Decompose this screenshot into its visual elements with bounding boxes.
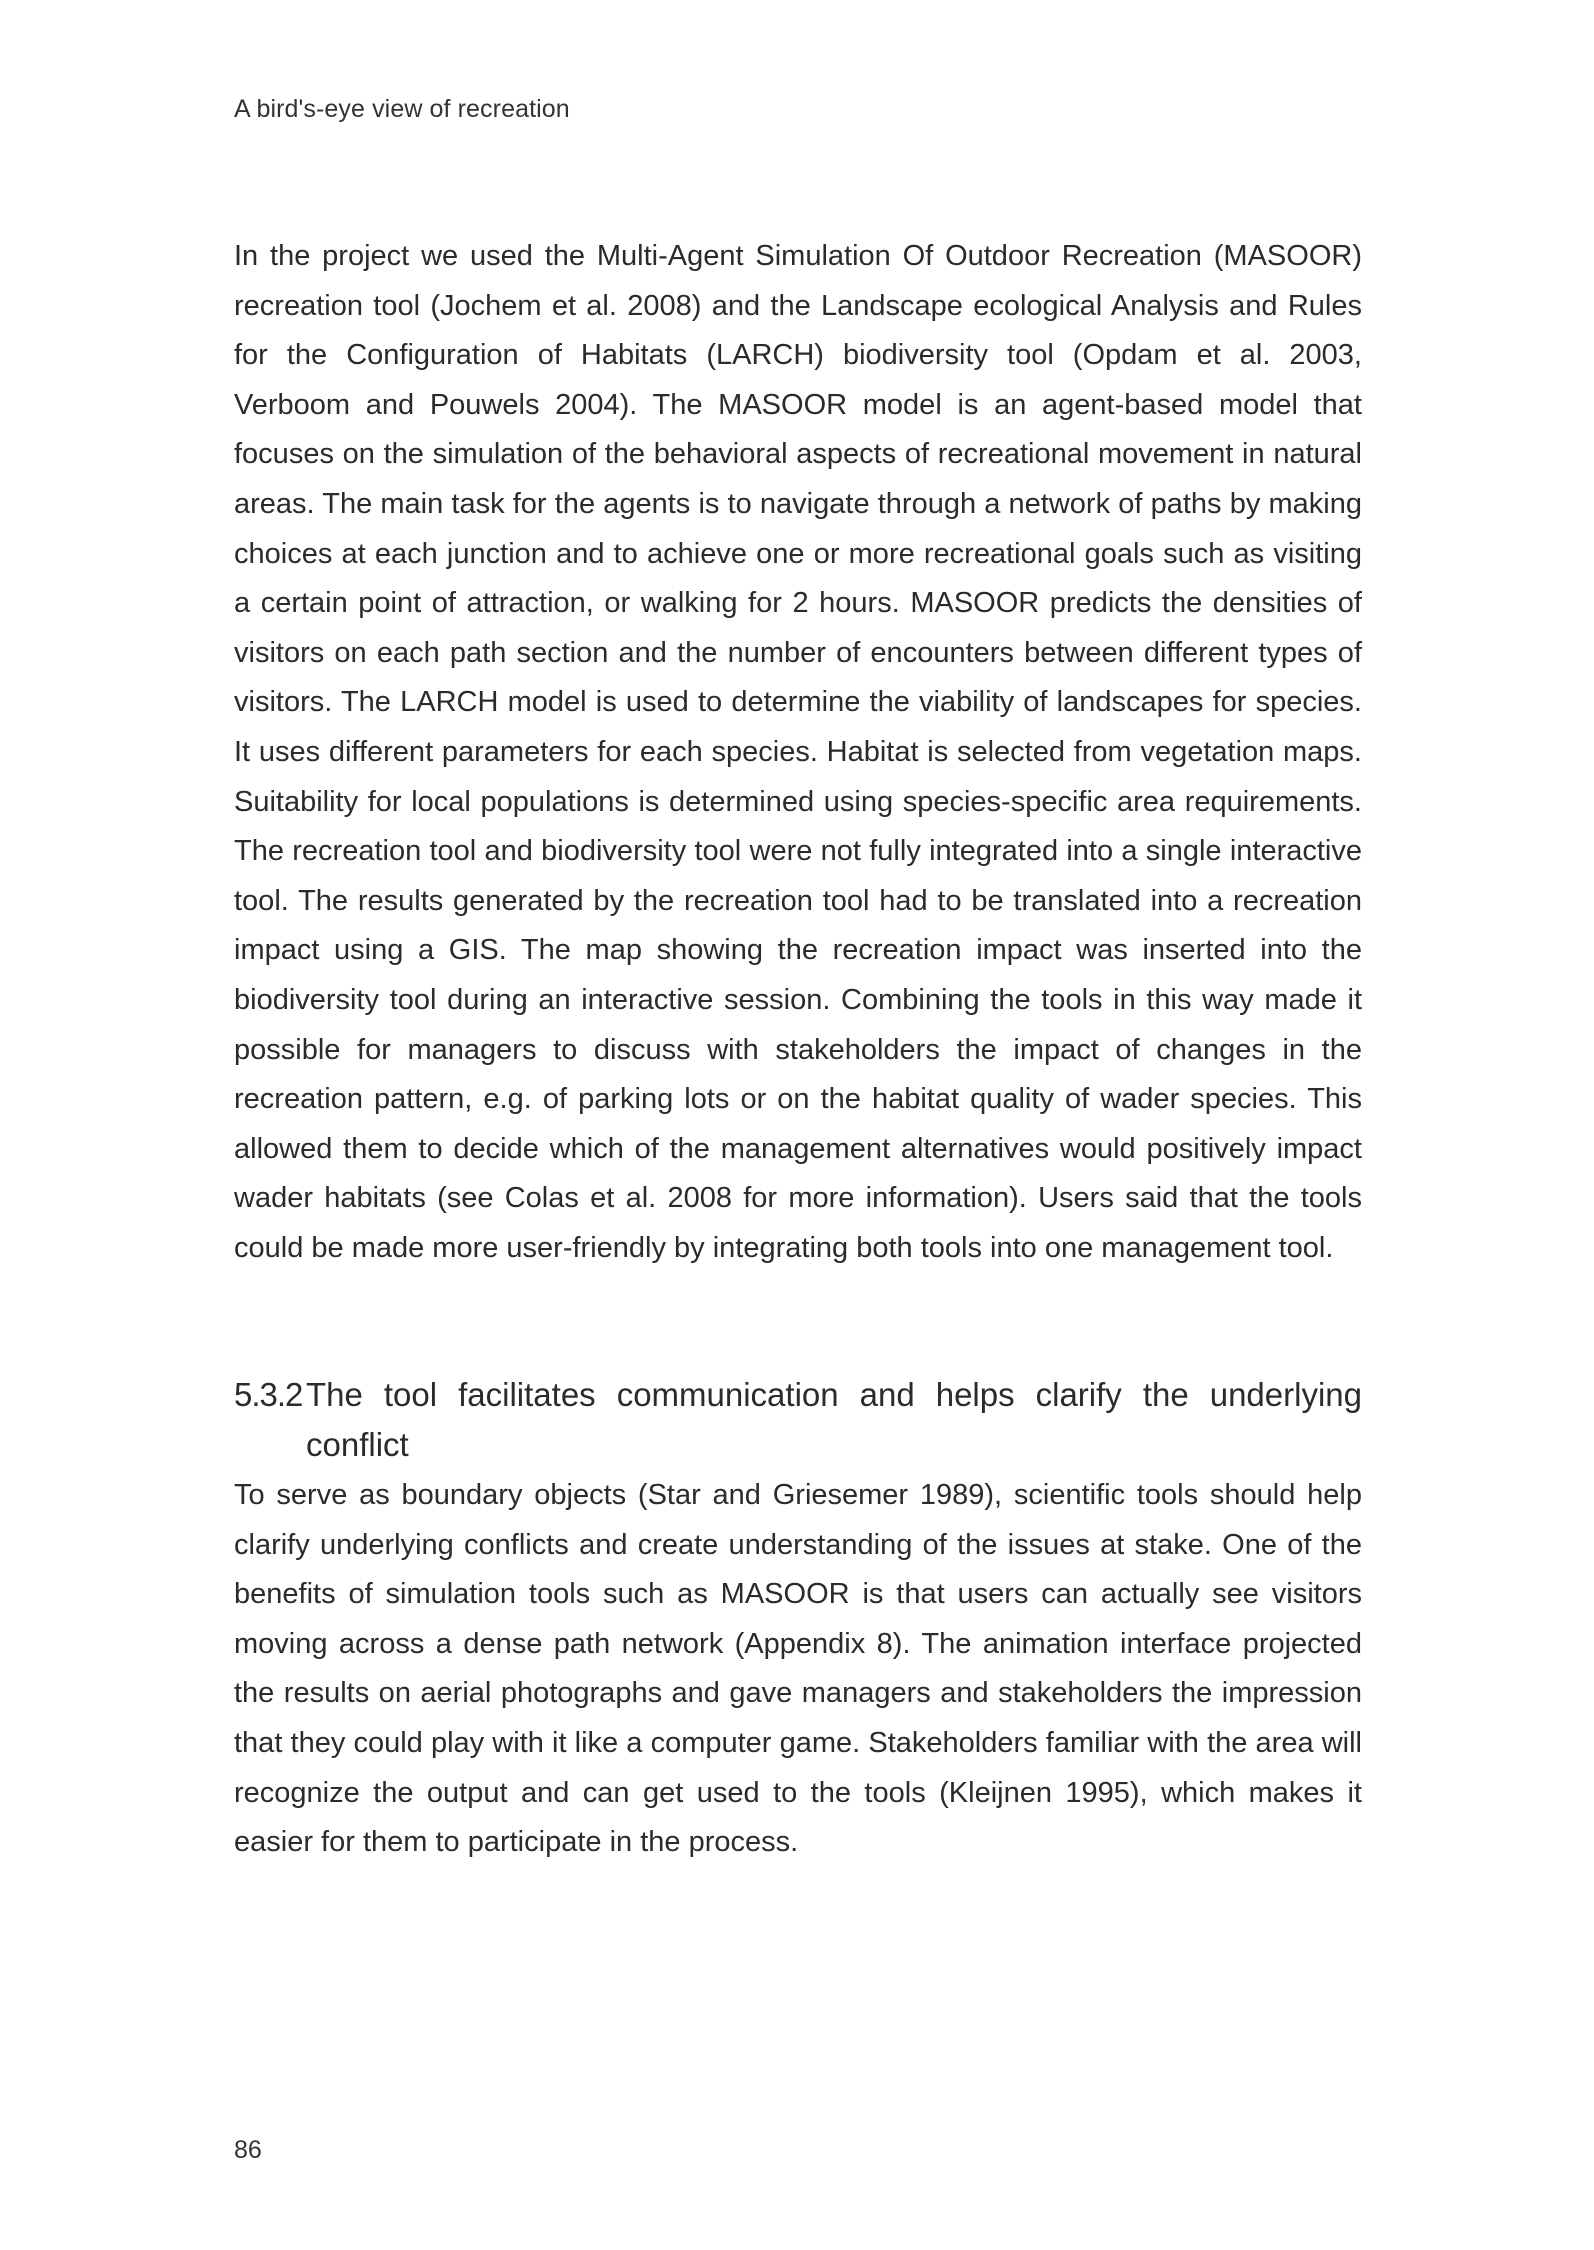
section-number: 5.3.2 xyxy=(234,1376,303,1413)
body-paragraph-1: In the project we used the Multi-Agent Simulation Of Outdoor Recreation (MASOOR) recreation tool (Jochem et al. 2008) and the Landscape ecological Analysis and Rules for the Configuration of Habitats (LARCH) biodiversity tool (Opdam et al. 2003, Verboom and Pouwels 2004). The MASOOR model is an agent-based model that focuses on the simulation of the behavioral aspects of recreational movement in natural areas. The main task for the agents is to navigate through a network of paths by making choices at each junction and to achieve one or more recreational goals such as visiting a certain point of attraction, or walking for 2 hours. MASOOR predicts the densities of visitors on each path section and the number of encounters between different types of visitors. The LARCH model is used to determine the viability of landscapes for species. It uses different parameters for each species. Habitat is selected from vegetation maps. Suitability for local populations is determined using species-specific area requirements. The recreation tool and biodiversity tool were not fully integrated into a single interactive tool. The results generated by the recreation tool had to be translated into a recreation impact using a GIS. The map showing the recreation impact was inserted into the biodiversity tool during an interactive session. Combining the tools in this way made it possible for managers to discuss with stakeholders the impact of changes in the recreation pattern, e.g. of parking lots or on the habitat quality of wader species. This allowed them to decide which of the management alternatives would positively impact wader habitats (see Colas et al. 2008 for more information). Users said that the tools could be made more user-friendly by integrating both tools into one management tool. xyxy=(234,240,1362,1264)
section-heading xyxy=(234,1370,1362,1470)
body-paragraph-2: To serve as boundary objects (Star and Griesemer 1989), scientific tools should help clarify underlying conflicts and create understanding of the issues at stake. One of the benefits of simulation tools such as MASOOR is that users can actually see visitors moving across a dense path network (Appendix 8). The animation interface projected the results on aerial photographs and gave managers and stakeholders the impression that they could play with it like a computer game. Stakeholders familiar with the area will recognize the output and can get used to the tools (Kleijnen 1995), which makes it easier for them to participate in the process. xyxy=(234,1479,1362,1859)
section-title: The tool facilitates communication and helps clarify the underlying conflict xyxy=(306,1376,1362,1463)
running-header: A bird's-eye view of recreation xyxy=(234,95,570,123)
page-number: 86 xyxy=(234,2136,262,2164)
